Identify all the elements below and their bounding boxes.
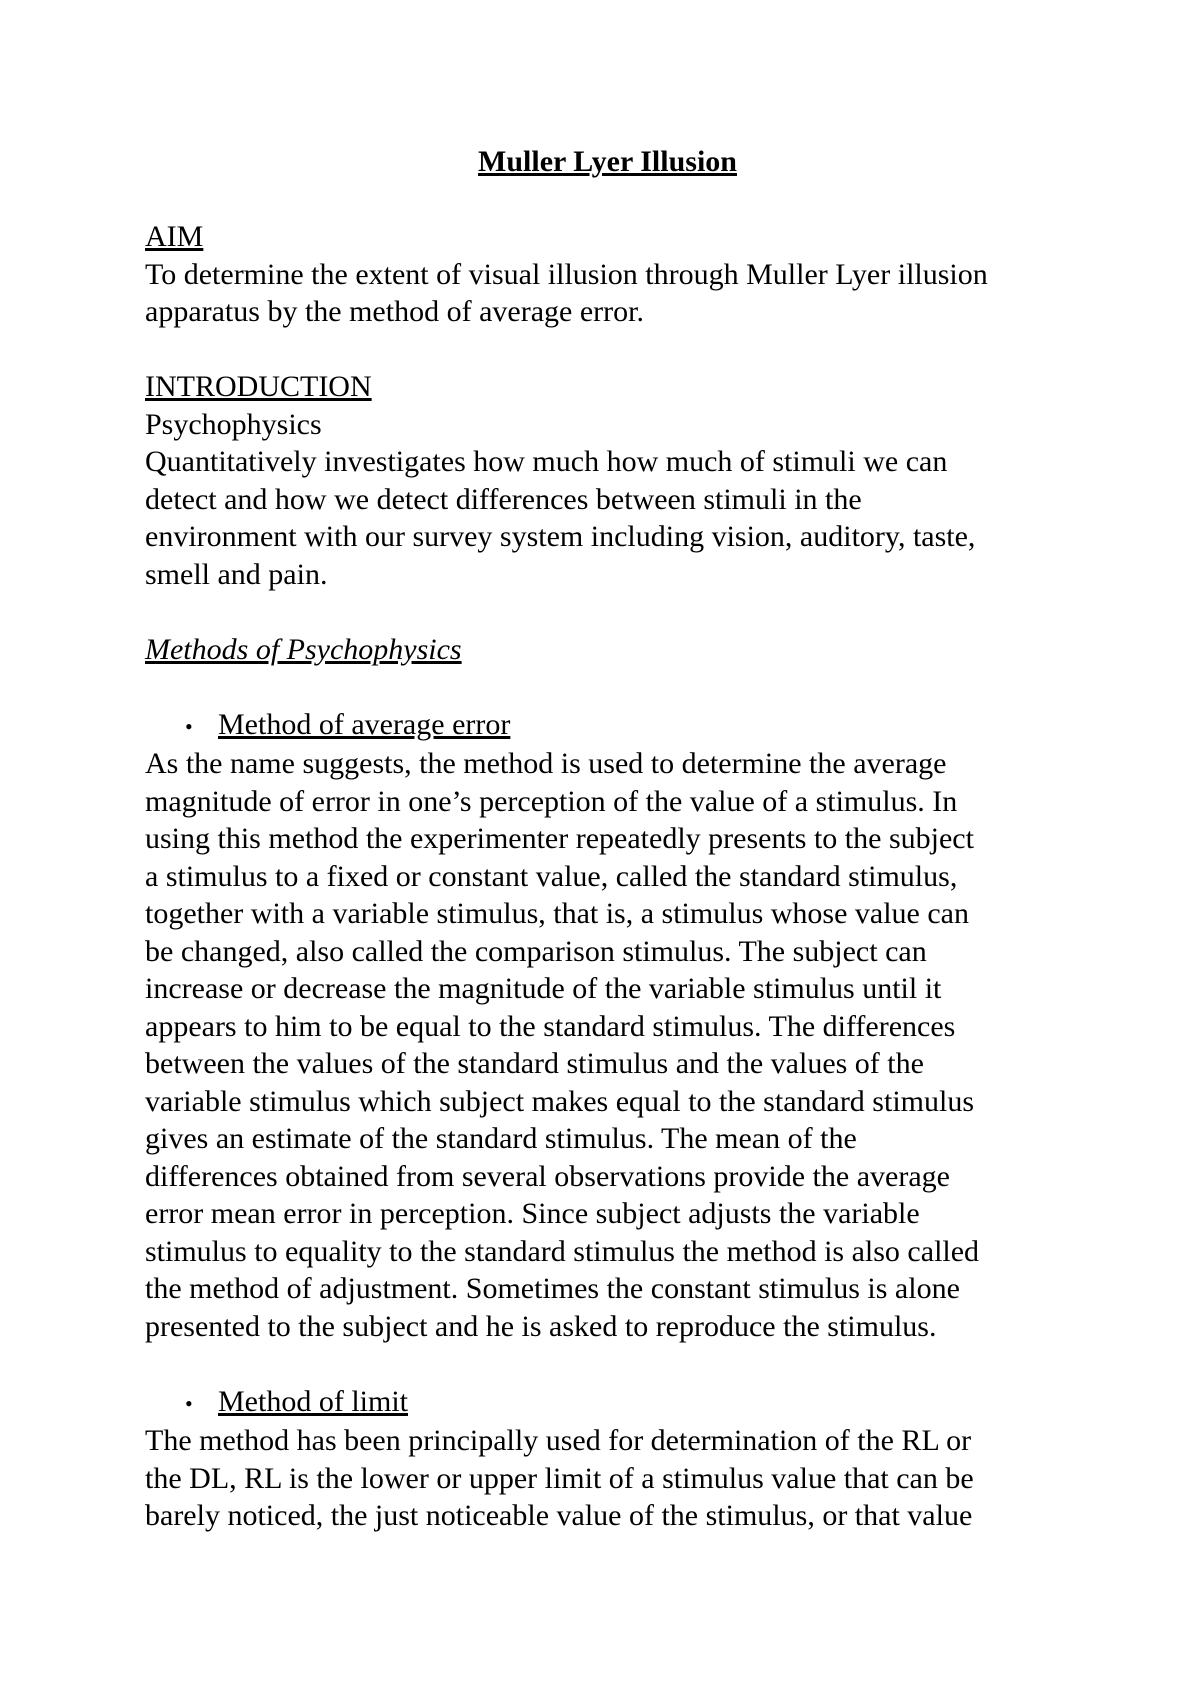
introduction-text [145,406,1070,594]
spacer [145,181,1070,219]
bullet-icon: • [185,1390,193,1416]
bullet-label: Method of limit [218,1384,408,1418]
text-line: using this method the experimenter repeatedly presents to the subject [145,822,974,855]
text-line: smell and pain. [145,557,328,591]
text-line: differences obtained from several observations provide the average [145,1159,950,1193]
text-line: between the values of the standard stimulus and the values of the [145,1047,924,1080]
document-title: Muller Lyer Illusion [478,145,737,178]
spacer [145,1345,1070,1383]
limit-text [145,1422,1070,1535]
text-line: presented to the subject and he is asked to reproduce the stimulus. [145,1309,937,1343]
spacer [145,668,1070,706]
aim-section [145,218,1070,331]
aim-heading: AIM [145,220,204,253]
text-line: variable stimulus which subject makes equal to the standard stimulus [145,1084,974,1118]
text-line: Psychophysics [145,407,322,441]
text-line: environment with our survey system including vision, auditory, taste, [145,520,976,553]
text-line: together with a variable stimulus, that is, a stimulus whose value can [145,897,969,930]
text-line: To determine the extent of visual illusion through Muller Lyer illusion [145,257,988,291]
text-line: barely noticed, the just noticeable value of the stimulus, or that value [145,1499,973,1532]
methods-section [145,631,1070,1535]
average-error-text [145,745,1070,1345]
text-line: gives an estimate of the standard stimulus. The mean of the [145,1122,857,1155]
text-line: error mean error in perception. Since subject adjusts the variable [145,1197,920,1230]
text-line: the method of adjustment. Sometimes the constant stimulus is alone [145,1272,960,1305]
bullet-icon: • [185,713,193,739]
text-line: apparatus by the method of average error. [145,295,644,328]
text-line: increase or decrease the magnitude of the variable stimulus until it [145,972,942,1005]
methods-heading: Methods of Psychophysics [145,632,462,666]
text-line: As the name suggests, the method is used to determine the average [145,747,947,780]
text-line: detect and how we detect differences between stimuli in the [145,482,862,516]
text-line: the DL, RL is the lower or upper limit of a stimulus value that can be [145,1461,974,1495]
bullet-average-error [145,706,1070,746]
text-line: appears to him to be equal to the standard stimulus. The differences [145,1009,956,1043]
text-line: Quantitatively investigates how much how much of stimuli we can [145,445,948,478]
text-line: a stimulus to a fixed or constant value, called the standard stimulus, [145,859,958,893]
bullet-label: Method of average error [218,707,511,741]
text-line: stimulus to equality to the standard stimulus the method is also called [145,1234,980,1268]
introduction-heading: INTRODUCTION [145,370,372,403]
spacer [145,331,1070,369]
spacer [145,593,1070,631]
bullet-limit [145,1383,1070,1423]
text-line: The method has been principally used for determination of the RL or [145,1424,972,1457]
text-line: be changed, also called the comparison stimulus. The subject can [145,934,927,968]
introduction-section [145,368,1070,593]
aim-text [145,256,1070,331]
text-line: magnitude of error in one’s perception of the value of a stimulus. In [145,784,958,818]
